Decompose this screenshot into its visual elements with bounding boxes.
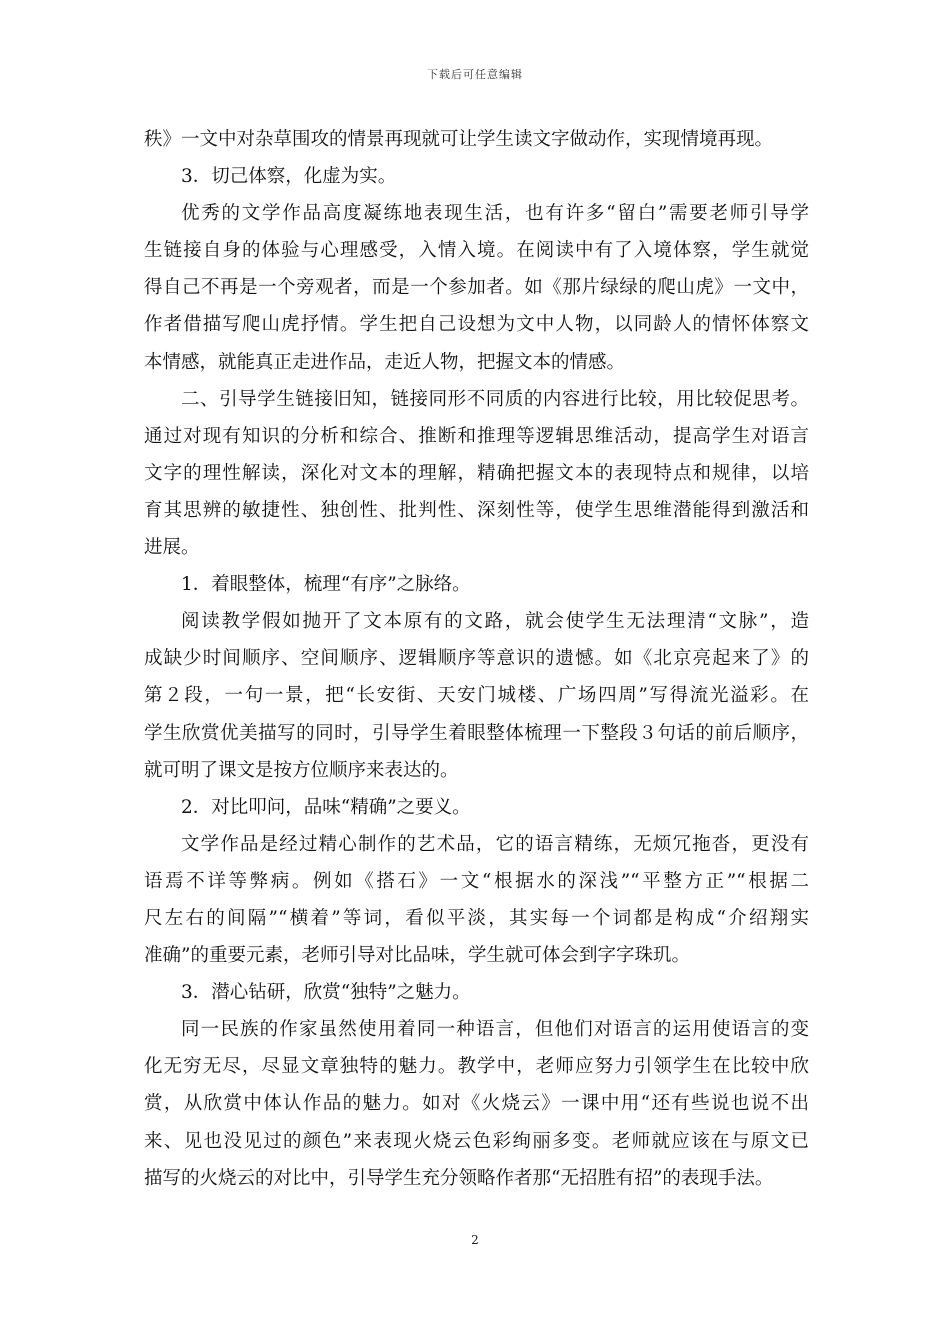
body-text xyxy=(144,121,809,1197)
text-line: 秩》一文中对杂草围攻的情景再现就可让学生读文字做动作，实现情境再现。 xyxy=(144,129,774,150)
text-line: 描写的火烧云的对比中，引导学生充分领略作者那“无招胜有招”的表现手法。 xyxy=(144,1167,774,1189)
text-line: 生链接自身的体验与心理感受，入情入境。在阅读中有了入境体察，学生就觉 xyxy=(144,240,809,262)
text-line: 作者借描写爬山虎抒情。学生把自己设想为文中人物，以同龄人的情怀体察文 xyxy=(144,314,809,336)
text-line: 化无穷无尽，尽显文章独特的魅力。教学中，老师应努力引领学生在比较中欣 xyxy=(144,1056,809,1078)
text-line: 文字的理性解读，深化对文本的理解，精确把握文本的表现特点和规律，以培 xyxy=(144,462,809,484)
page-number: 2 xyxy=(471,1233,479,1247)
text-line: 赏，从欣赏中体认作品的魅力。如对《火烧云》一课中用“还有些说也说不出 xyxy=(144,1093,809,1115)
text-line: 就可明了课文是按方位顺序来表达的。 xyxy=(144,759,459,781)
text-line: 成缺少时间顺序、空间顺序、逻辑顺序等意识的遗憾。如《北京亮起来了》的 xyxy=(144,648,809,670)
text-line: 进展。 xyxy=(144,537,200,559)
text-line: 得自己不再是一个旁观者，而是一个参加者。如《那片绿绿的爬山虎》一文中， xyxy=(144,277,809,299)
text-line: 通过对现有知识的分析和综合、推断和推理等逻辑思维活动，提高学生对语言 xyxy=(144,425,809,447)
page-header: 下载后可任意编辑 xyxy=(427,68,523,81)
section-heading: 3．切己体察，化虚为实。 xyxy=(181,166,397,188)
text-line: 本情感，就能真正走进作品，走近人物，把握文本的情感。 xyxy=(144,351,626,373)
text-line: 育其思辨的敏捷性、独创性、批判性、深刻性等，使学生思维潜能得到激活和 xyxy=(144,499,809,521)
text-line: 准确”的重要元素，老师引导对比品味，学生就可体会到字字珠玑。 xyxy=(144,945,690,967)
text-line: 语焉不详等弊病。例如《搭石》一文“根据水的深浅”“平整方正”“根据二 xyxy=(144,870,809,892)
text-line: 第２段，一句一景，把“长安街、天安门城楼、广场四周”写得流光溢彩。在 xyxy=(144,685,809,707)
text-line: 优秀的文学作品高度凝练地表现生活，也有许多“留白”需要老师引导学 xyxy=(181,203,809,225)
section-heading: 3．潜心钻研，欣赏“独特”之魅力。 xyxy=(181,982,471,1004)
text-line: 文学作品是经过精心制作的艺术品，它的语言精练，无烦冗拖沓，更没有 xyxy=(181,833,809,855)
text-line: 来、见也没见过的颜色”来表现火烧云色彩绚丽多变。老师就应该在与原文已 xyxy=(144,1130,809,1152)
section-heading: 1．着眼整体，梳理“有序”之脉络。 xyxy=(181,574,471,596)
text-line: 同一民族的作家虽然使用着同一种语言，但他们对语言的运用使语言的变 xyxy=(181,1019,809,1041)
text-line: 学生欣赏优美描写的同时，引导学生着眼整体梳理一下整段３句话的前后顺序， xyxy=(144,722,809,744)
section-heading: 2．对比叩问，品味“精确”之要义。 xyxy=(181,796,471,818)
text-line: 阅读教学假如抛开了文本原有的文路，就会使学生无法理清“文脉”，造 xyxy=(181,611,809,633)
text-line: 尺左右的间隔”“横着”等词，看似平淡，其实每一个词都是构成“介绍翔实 xyxy=(144,907,809,929)
section-heading: 二、引导学生链接旧知，链接同形不同质的内容进行比较，用比较促思考。 xyxy=(181,388,809,410)
